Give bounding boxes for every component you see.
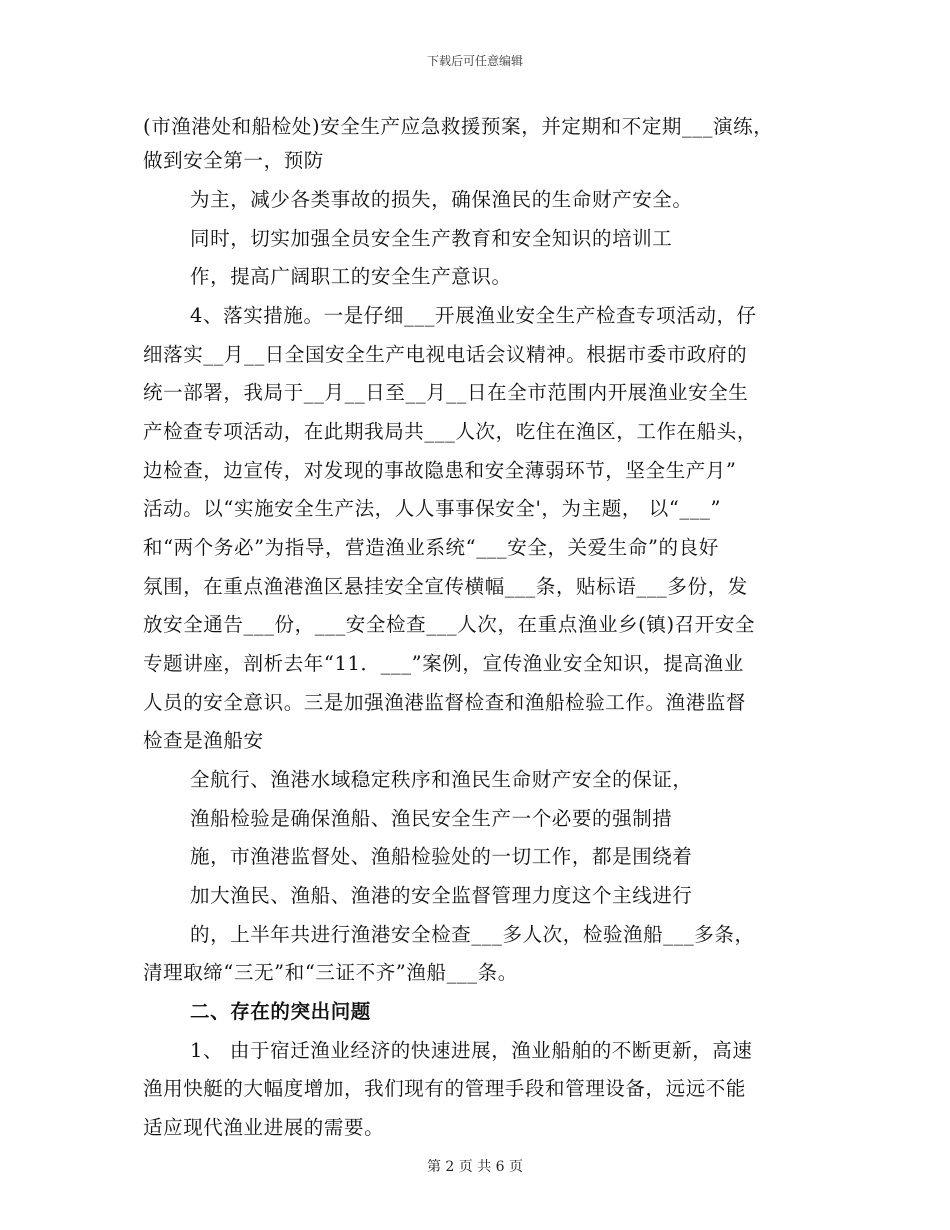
body-line: 氛围，在重点渔港渔区悬挂安全宣传横幅___条，贴标语___多份，发 [143, 575, 748, 598]
body-line: 为主，减少各类事故的损失，确保渔民的生命财产安全。 [190, 188, 693, 211]
body-line: 全航行、渔港水域稳定秩序和渔民生命财产安全的保证， [190, 768, 693, 791]
body-line: 边检查，边宣传，对发现的事故隐患和安全薄弱环节，坚全生产月” [143, 459, 737, 482]
body-line: 同时，切实加强全员安全生产教育和安全知识的培训工 [190, 227, 673, 250]
body-line: 产检查专项活动，在此期我局共___人次，吃住在渔区，工作在船头， [143, 420, 757, 443]
body-line: 做到安全第一，预防 [143, 149, 324, 172]
body-line: 统一部署，我局于__月__日至__月__日在全市范围内开展渔业安全生 [143, 381, 749, 404]
body-line: 适应现代渔业进展的需要。 [143, 1116, 385, 1139]
body-line: 专题讲座，剖析去年“11．___”案例，宣传渔业安全知识，提高渔业 [143, 652, 744, 675]
body-line: 活动。以“实施安全生产法，人人事事保安全'，为主题， 以“___” [143, 497, 722, 520]
body-line: 1、 由于宿迁渔业经济的快速进展，渔业船舶的不断更新，高速 [190, 1039, 753, 1062]
page-header: 下载后可任意编辑 [426, 54, 523, 68]
body-line: 作，提高广阔职工的安全生产意识。 [190, 265, 512, 288]
body-line: 加大渔民、渔船、渔港的安全监督管理力度这个主线进行 [190, 884, 693, 907]
body-line: 渔用快艇的大幅度增加，我们现有的管理手段和管理设备，远远不能 [143, 1077, 747, 1100]
page-number: 第 2 页 共 6 页 [426, 1159, 524, 1175]
body-line: 放安全通告___份，___安全检查___人次，在重点渔业乡(镇)召开安全 [143, 613, 756, 636]
body-line: 施，市渔港监督处、渔船检验处的一切工作，都是围绕着 [190, 845, 693, 868]
body-line: 检查是渔船安 [143, 729, 264, 752]
body-line: 和“两个务必”为指导，营造渔业系统“___安全，关爱生命”的良好 [143, 536, 719, 559]
body-line: (市渔港处和船检处)安全生产应急救援预案，并定期和不定期___演练， [143, 115, 774, 138]
body-line: 的，上半年共进行渔港安全检查___多人次，检验渔船___多条， [190, 923, 755, 946]
body-line: 人员的安全意识。三是加强渔港监督检查和渔船检验工作。渔港监督 [143, 691, 747, 714]
body-line: 清理取缔“三无”和“三证不齐”渔船___条。 [143, 961, 518, 984]
body-line: 渔船检验是确保渔船、渔民安全生产一个必要的强制措 [190, 807, 673, 830]
body-line: 细落实__月__日全国安全生产电视电话会议精神。根据市委市政府的 [143, 343, 748, 366]
section-heading: 二、存在的突出问题 [190, 1000, 371, 1023]
body-line: 4、落实措施。一是仔细___开展渔业安全生产检查专项活动，仔 [190, 304, 757, 327]
